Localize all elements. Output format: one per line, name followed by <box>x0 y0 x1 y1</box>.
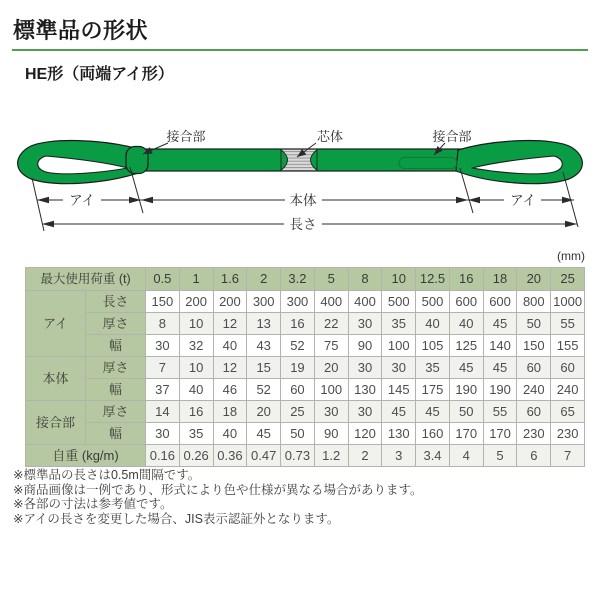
dim-value: 52 <box>281 335 315 357</box>
sling-diagram <box>0 125 600 247</box>
capacity-value: 1 <box>179 268 213 291</box>
weight-value: 0.73 <box>281 445 315 467</box>
dim-value: 200 <box>179 291 213 313</box>
dim-value: 170 <box>483 423 517 445</box>
dim-value: 10 <box>179 313 213 335</box>
dim-value: 25 <box>281 401 315 423</box>
weight-value: 0.47 <box>247 445 281 467</box>
dim-value: 500 <box>382 291 416 313</box>
dim-value: 45 <box>247 423 281 445</box>
dim-value: 15 <box>247 357 281 379</box>
title-underline <box>12 49 588 51</box>
joint-left-band <box>126 147 148 174</box>
dim-value: 240 <box>517 379 551 401</box>
joint-left-label: 接合部 <box>166 129 206 144</box>
row-group-label: 接合部 <box>26 401 86 445</box>
dim-value: 40 <box>213 335 247 357</box>
dim-value: 40 <box>416 313 450 335</box>
page-title: 標準品の形状 <box>13 18 149 43</box>
dim-value: 150 <box>146 291 180 313</box>
footnote-line: ※各部の寸法は参考値です。 <box>13 497 173 512</box>
dim-value: 40 <box>449 313 483 335</box>
dim-value: 16 <box>179 401 213 423</box>
dim-value: 20 <box>314 357 348 379</box>
dim-value: 45 <box>416 401 450 423</box>
eye-left-dim-label: アイ <box>69 193 95 208</box>
dim-value: 300 <box>247 291 281 313</box>
capacity-value: 16 <box>449 268 483 291</box>
dim-value: 60 <box>551 357 585 379</box>
dim-value: 43 <box>247 335 281 357</box>
dim-value: 18 <box>213 401 247 423</box>
dim-value: 160 <box>416 423 450 445</box>
capacity-value: 0.5 <box>146 268 180 291</box>
dim-value: 32 <box>179 335 213 357</box>
core-label: 芯体 <box>316 129 344 144</box>
table-row <box>26 335 585 357</box>
weight-label: 自重 (kg/m) <box>26 445 146 467</box>
dim-label: 厚さ <box>86 401 146 423</box>
table-row <box>26 291 585 313</box>
weight-value: 0.36 <box>213 445 247 467</box>
dim-value: 12 <box>213 357 247 379</box>
dim-value: 145 <box>382 379 416 401</box>
table-row <box>26 401 585 423</box>
dim-value: 400 <box>348 291 382 313</box>
footnote-line: ※標準品の長さは0.5m間隔です。 <box>13 468 201 482</box>
dim-value: 120 <box>348 423 382 445</box>
dim-value: 150 <box>517 335 551 357</box>
dim-value: 13 <box>247 313 281 335</box>
weight-value: 3.4 <box>416 445 450 467</box>
dim-value: 16 <box>281 313 315 335</box>
capacity-value: 1.6 <box>213 268 247 291</box>
capacity-value: 10 <box>382 268 416 291</box>
dim-value: 46 <box>213 379 247 401</box>
dim-value: 60 <box>517 401 551 423</box>
dim-value: 55 <box>483 401 517 423</box>
dim-value: 75 <box>314 335 348 357</box>
dim-value: 45 <box>483 357 517 379</box>
dim-value: 30 <box>382 357 416 379</box>
length-dim-label: 長さ <box>289 217 317 232</box>
body-dim-label: 本体 <box>289 193 317 208</box>
dim-value: 20 <box>247 401 281 423</box>
row-group-label: 本体 <box>26 357 86 401</box>
dim-value: 45 <box>483 313 517 335</box>
dim-value: 22 <box>314 313 348 335</box>
capacity-value: 12.5 <box>416 268 450 291</box>
dim-value: 90 <box>314 423 348 445</box>
dim-value: 230 <box>551 423 585 445</box>
dim-value: 40 <box>213 423 247 445</box>
dim-value: 600 <box>483 291 517 313</box>
capacity-value: 18 <box>483 268 517 291</box>
dim-value: 65 <box>551 401 585 423</box>
dim-value: 30 <box>348 401 382 423</box>
capacity-value: 3.2 <box>281 268 315 291</box>
footnotes <box>13 468 422 526</box>
dim-label: 厚さ <box>86 313 146 335</box>
dim-value: 60 <box>281 379 315 401</box>
capacity-value: 20 <box>517 268 551 291</box>
dim-value: 50 <box>449 401 483 423</box>
weight-value: 2 <box>348 445 382 467</box>
dim-value: 30 <box>348 313 382 335</box>
weight-value: 0.16 <box>146 445 180 467</box>
dim-value: 12 <box>213 313 247 335</box>
dim-value: 52 <box>247 379 281 401</box>
spec-table <box>25 267 585 467</box>
dim-value: 500 <box>416 291 450 313</box>
footnote-line: ※アイの長さを変更した場合、JIS表示認証外となります。 <box>13 511 340 526</box>
table-row <box>26 423 585 445</box>
weight-value: 5 <box>483 445 517 467</box>
dim-value: 10 <box>179 357 213 379</box>
dim-label: 長さ <box>86 291 146 313</box>
dim-value: 30 <box>146 335 180 357</box>
table-row <box>26 313 585 335</box>
spec-table-body <box>26 268 585 467</box>
dim-value: 55 <box>551 313 585 335</box>
dim-value: 800 <box>517 291 551 313</box>
unit-label: (mm) <box>557 249 585 263</box>
dim-value: 30 <box>146 423 180 445</box>
dim-value: 50 <box>281 423 315 445</box>
dim-value: 35 <box>179 423 213 445</box>
dim-value: 30 <box>348 357 382 379</box>
dim-value: 35 <box>416 357 450 379</box>
table-row <box>26 379 585 401</box>
load-capacity-header: 最大使用荷重 (t) <box>26 268 146 291</box>
dim-value: 175 <box>416 379 450 401</box>
dim-value: 300 <box>281 291 315 313</box>
dim-value: 7 <box>146 357 180 379</box>
dim-value: 35 <box>382 313 416 335</box>
dim-value: 37 <box>146 379 180 401</box>
dim-label: 幅 <box>86 335 146 357</box>
dim-value: 40 <box>179 379 213 401</box>
weight-value: 3 <box>382 445 416 467</box>
capacity-value: 5 <box>314 268 348 291</box>
model-subtitle: HE形（両端アイ形） <box>25 66 174 83</box>
dim-value: 600 <box>449 291 483 313</box>
dim-value: 14 <box>146 401 180 423</box>
dim-value: 170 <box>449 423 483 445</box>
footnote-line: ※商品画像は一例であり、形式により色や仕様が異なる場合があります。 <box>13 482 423 497</box>
dim-value: 19 <box>281 357 315 379</box>
dim-value: 45 <box>449 357 483 379</box>
dim-value: 100 <box>314 379 348 401</box>
dim-value: 155 <box>551 335 585 357</box>
dim-value: 50 <box>517 313 551 335</box>
dim-value: 45 <box>382 401 416 423</box>
dim-value: 240 <box>551 379 585 401</box>
dim-value: 230 <box>517 423 551 445</box>
dim-label: 幅 <box>86 423 146 445</box>
weight-value: 4 <box>449 445 483 467</box>
dim-value: 190 <box>483 379 517 401</box>
dim-value: 190 <box>449 379 483 401</box>
capacity-value: 25 <box>551 268 585 291</box>
dim-value: 105 <box>416 335 450 357</box>
dim-value: 400 <box>314 291 348 313</box>
weight-value: 0.26 <box>179 445 213 467</box>
weight-value: 7 <box>551 445 585 467</box>
row-group-label: アイ <box>26 291 86 357</box>
table-row <box>26 357 585 379</box>
capacity-value: 8 <box>348 268 382 291</box>
dim-label: 厚さ <box>86 357 146 379</box>
dim-value: 1000 <box>551 291 585 313</box>
joint-right-label: 接合部 <box>432 129 472 144</box>
dim-label: 幅 <box>86 379 146 401</box>
dim-value: 130 <box>348 379 382 401</box>
dim-value: 30 <box>314 401 348 423</box>
dim-value: 200 <box>213 291 247 313</box>
weight-value: 6 <box>517 445 551 467</box>
dim-value: 100 <box>382 335 416 357</box>
capacity-value: 2 <box>247 268 281 291</box>
dim-value: 60 <box>517 357 551 379</box>
table-row <box>26 445 585 467</box>
dim-value: 125 <box>449 335 483 357</box>
dim-value: 140 <box>483 335 517 357</box>
dim-value: 130 <box>382 423 416 445</box>
eye-right-dim-label: アイ <box>510 193 536 208</box>
weight-value: 1.2 <box>314 445 348 467</box>
dim-value: 8 <box>146 313 180 335</box>
dim-value: 90 <box>348 335 382 357</box>
